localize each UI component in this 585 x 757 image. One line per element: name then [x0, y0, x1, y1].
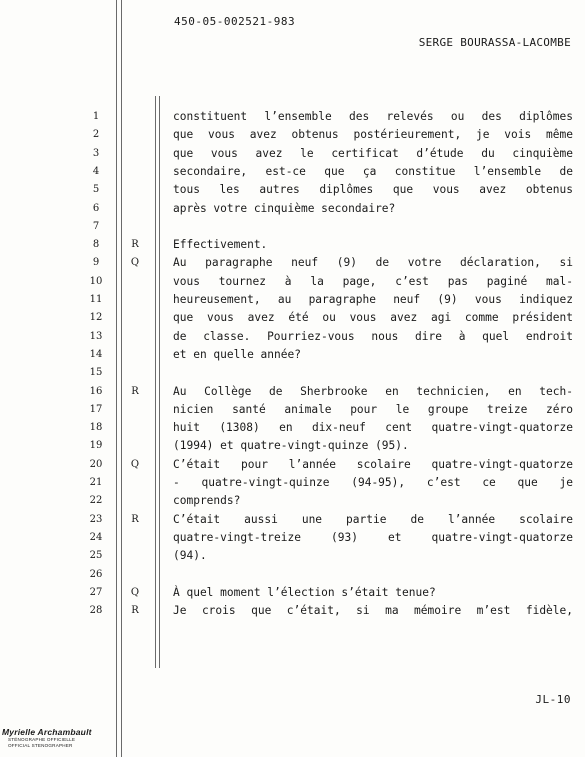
line-number: 25 — [89, 550, 103, 561]
line-number: 8 — [92, 239, 100, 250]
stamp-name: Myrielle Archambault — [2, 727, 92, 737]
line-number: 16 — [89, 386, 103, 397]
transcript-text-line: de classe. Pourriez-vous nous dire à quel endroit — [173, 330, 573, 343]
transcript-text-line: secondaire, est-ce que ça constitue l’ensemble de — [173, 165, 573, 178]
transcript-text-line: (1994) et quatre-vingt-quinze (95). — [173, 439, 409, 452]
transcript-text-line: que vous avez le certificat d’étude du cinquième — [173, 147, 573, 160]
transcript-text-line: que vous avez obtenus postérieurement, je vois même — [173, 128, 573, 141]
speaker-marker: Q — [130, 257, 140, 268]
line-number: 14 — [89, 349, 103, 360]
transcript-text-line: (94). — [173, 549, 207, 562]
speaker-column-rule-inner — [159, 96, 160, 668]
speaker-marker: R — [131, 514, 139, 525]
transcript-text-line: Au Collège de Sherbrooke en technicien, en tech- — [173, 385, 573, 398]
line-number: 6 — [92, 203, 100, 214]
transcript-text-line: Je crois que c’était, si ma mémoire m’est fidèle, — [173, 604, 573, 617]
speaker-marker: Q — [130, 459, 140, 470]
page-code: JL-10 — [535, 693, 571, 706]
speaker-marker: R — [131, 605, 139, 616]
left-margin-rule-inner — [121, 0, 122, 757]
case-number: 450-05-002521-983 — [174, 15, 296, 28]
transcript-text-line: constituent l’ensemble des relevés ou des diplômes — [173, 110, 573, 123]
line-number: 21 — [89, 477, 103, 488]
stamp-title-fr: STÉNOGRAPHE OFFICIELLE — [8, 737, 76, 742]
transcript-text-line: comprends? — [173, 494, 241, 507]
line-number: 23 — [89, 514, 103, 525]
left-margin-rule-outer — [116, 0, 117, 757]
line-number: 3 — [92, 148, 100, 159]
transcript-text-line: après votre cinquième secondaire? — [173, 202, 396, 215]
transcript-text-line: C’était pour l’année scolaire quatre-vingt-quatorze — [173, 458, 573, 471]
stenographer-stamp — [2, 727, 94, 749]
transcript-text-line: nicien santé animale pour le groupe treize zéro — [173, 403, 573, 416]
transcript-text-line: Effectivement. — [173, 238, 268, 251]
transcript-text-line: Au paragraphe neuf (9) de votre déclaration, si — [173, 256, 573, 269]
line-number: 12 — [89, 312, 103, 323]
line-number: 11 — [89, 294, 103, 305]
transcript-text-line: heureusement, au paragraphe neuf (9) vous indiquez — [173, 293, 573, 306]
line-number: 22 — [89, 495, 103, 506]
line-number: 28 — [89, 605, 103, 616]
line-number: 26 — [89, 569, 103, 580]
transcript-text-line: vous tournez à la page, c’est pas paginé mal- — [173, 275, 573, 288]
transcript-text-line: quatre-vingt-treize (93) et quatre-vingt-quatorze — [173, 531, 573, 544]
line-number: 27 — [89, 587, 103, 598]
speaker-marker: Q — [130, 587, 140, 598]
line-number: 19 — [89, 440, 103, 451]
stamp-title-en: OFFICIAL STENOGRAPHER — [8, 743, 73, 748]
transcript-text-line: tous les autres diplômes que vous avez obtenus — [173, 183, 573, 196]
transcript-text-line: huit (1308) en dix-neuf cent quatre-vingt-quatorze — [173, 421, 573, 434]
speaker-marker: R — [131, 239, 139, 250]
transcript-text-line: - quatre-vingt-quinze (94-95), c’est ce que je — [173, 476, 573, 489]
line-number: 1 — [92, 111, 100, 122]
line-number: 4 — [92, 166, 100, 177]
witness-name: SERGE BOURASSA-LACOMBE — [418, 36, 571, 49]
transcript-text-line: C’était aussi une partie de l’année scolaire — [173, 513, 573, 526]
line-number: 15 — [89, 367, 103, 378]
transcript-text-line: et en quelle année? — [173, 348, 301, 361]
line-number: 13 — [89, 331, 103, 342]
transcript-text-line: À quel moment l’élection s’était tenue? — [173, 586, 436, 599]
speaker-column-rule-outer — [155, 96, 156, 668]
speaker-marker: R — [131, 386, 139, 397]
line-number: 7 — [92, 221, 100, 232]
line-number: 5 — [92, 184, 100, 195]
line-number: 17 — [89, 404, 103, 415]
line-number: 20 — [89, 459, 103, 470]
line-number: 18 — [89, 422, 103, 433]
line-number: 9 — [92, 257, 100, 268]
line-number: 2 — [92, 129, 100, 140]
line-number: 10 — [89, 276, 103, 287]
line-number: 24 — [89, 532, 103, 543]
transcript-text-line: que vous avez été ou vous avez agi comme président — [173, 311, 573, 324]
